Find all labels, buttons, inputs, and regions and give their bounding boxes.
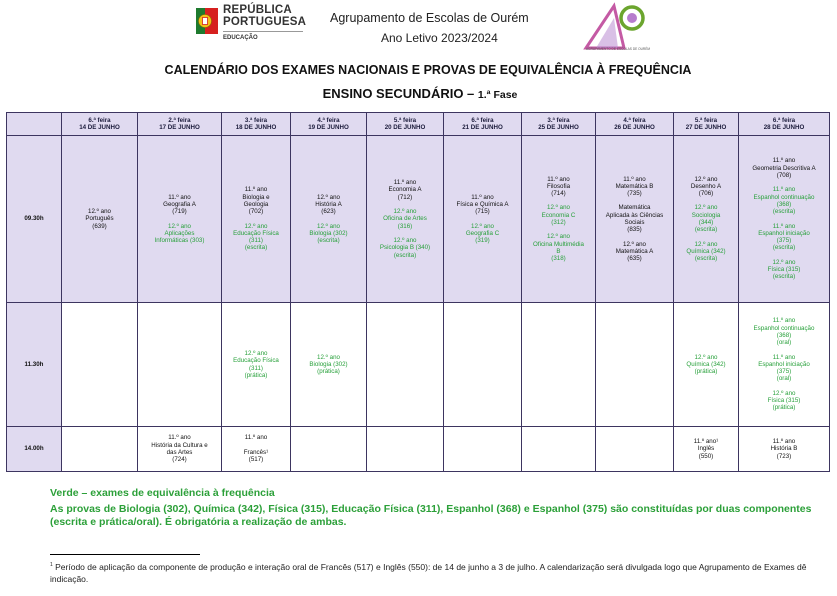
equivalence-exam-entry: 12.º ano Educação Física (311) (prática) [233, 349, 279, 379]
day-header [596, 113, 674, 136]
exam-cell [222, 427, 291, 472]
national-exam-entry: 11.º ano Filosofia (714) [546, 175, 571, 198]
equivalence-exam-entry: 12.º ano Psicologia B (340) (escrita) [379, 236, 431, 259]
exam-cell [522, 427, 596, 472]
day-weekday: 6.ª feira [88, 116, 111, 124]
entry-spacer [740, 252, 828, 259]
national-exam-entry: 11.º ano¹ Inglês (550) [693, 438, 719, 460]
day-date: 28 DE JUNHO [763, 124, 805, 131]
entry-spacer [368, 201, 442, 208]
day-weekday: 3.ª feira [244, 116, 268, 124]
time-row [7, 427, 830, 472]
national-exam-entry: 11.º ano Biologia e Geologia (702) [242, 186, 270, 216]
exam-cell [62, 303, 138, 427]
day-date: 21 DE JUNHO [462, 124, 503, 131]
day-header [367, 113, 444, 136]
equivalence-exam-entry: 12.º ano Química (342) (escrita) [686, 240, 726, 263]
republica-portuguesa-logo [196, 4, 308, 46]
day-date: 19 DE JUNHO [308, 124, 349, 131]
entry-spacer [597, 197, 672, 204]
equivalence-exam-entry: 12.º ano Oficina Multimédia B (318) [533, 233, 584, 263]
day-header [674, 113, 739, 136]
exam-cell [62, 427, 138, 472]
school-name: Agrupamento de Escolas de Ourém [330, 11, 529, 25]
national-exam-entry: 11.º ano Economia A (712) [388, 179, 422, 201]
national-exam-entry: Matemática Aplicada às Ciências Sociais (835) [605, 204, 664, 234]
exam-cell [291, 427, 367, 472]
portugal-coat-of-arms-icon [196, 6, 218, 36]
exam-cell [739, 136, 830, 303]
equivalence-exam-entry: 12.º ano Física (315) (prática) [767, 389, 801, 412]
entry-spacer [675, 234, 737, 241]
exam-cell [138, 303, 222, 427]
entry-spacer [740, 347, 828, 354]
exam-cell [291, 136, 367, 303]
day-weekday: 6.ª feira [772, 116, 796, 124]
equivalence-exam-entry: 12.º ano Física (315) (escrita) [767, 258, 801, 281]
exam-cell [367, 136, 444, 303]
day-weekday: 5.ª feira [694, 116, 718, 124]
exam-cell [291, 303, 367, 427]
exam-cell [522, 303, 596, 427]
day-header [138, 113, 222, 136]
equivalence-exam-entry: 12.º ano Oficina de Artes (316) [383, 208, 427, 230]
entry-spacer [368, 230, 442, 237]
day-date: 27 DE JUNHO [685, 124, 727, 131]
day-weekday: 2.ª feira [168, 116, 191, 124]
legend-title: Verde – exames de equivalência à frequência [50, 487, 275, 499]
day-weekday: 5.ª feira [393, 116, 417, 124]
day-weekday: 4.ª feira [623, 116, 646, 124]
day-date: 14 DE JUNHO [79, 124, 120, 131]
equivalence-exam-entry: 11.º ano Espanhol iniciação (375) (escrita) [758, 222, 810, 252]
equivalence-exam-entry: 11.º ano Espanhol continuação (368) (oral) [753, 317, 815, 347]
day-header [291, 113, 367, 136]
national-exam-entry: 12.º ano Matemática A (635) [615, 240, 654, 263]
national-exam-entry: 11.º ano História B (723) [770, 438, 798, 460]
exam-cell [739, 303, 830, 427]
national-exam-entry: 11.º ano Francês¹ (517) [243, 434, 269, 464]
day-date: 17 DE JUNHO [159, 124, 200, 131]
school-year: Ano Letivo 2023/2024 [381, 31, 498, 45]
day-header [444, 113, 522, 136]
day-date: 20 DE JUNHO [384, 124, 426, 131]
calendar-title: CALENDÁRIO DOS EXAMES NACIONAIS E PROVAS DE EQUIVALÊNCIA À FREQUÊNCIA [164, 63, 692, 77]
day-date: 26 DE JUNHO [614, 124, 655, 131]
national-exam-entry: 11.º ano Geografia A (719) [163, 193, 196, 216]
exam-cell [596, 303, 674, 427]
exam-cell [522, 136, 596, 303]
day-header [739, 113, 830, 136]
day-weekday: 4.ª feira [317, 116, 340, 124]
agrupamento-logo-caption: AGRUPAMENTO DE ESCOLAS DE OURÉM [586, 47, 650, 51]
exam-cell [739, 427, 830, 472]
exam-cell [222, 136, 291, 303]
entry-spacer [523, 197, 594, 204]
equivalence-exam-entry: 12.º ano Aplicações Informáticas (303) [154, 222, 205, 245]
day-weekday: 3.ª feira [547, 116, 570, 124]
footnote-text: Período de aplicação da componente de produção e interação oral de Francês (517) e Inglês (550): de 14 de junho a 3 de julho. A calendarização será divulgada logo que Agrupamento de Exames dê indicação. [50, 562, 807, 584]
time-row [7, 303, 830, 427]
exam-cell [674, 136, 739, 303]
footnote [50, 562, 810, 585]
entry-spacer [139, 216, 220, 223]
calendar-subtitle [0, 86, 837, 101]
portuguesa-text: PORTUGUESA [223, 16, 307, 28]
subtitle-phase: 1.ª Fase [477, 89, 518, 101]
header-row [7, 113, 830, 136]
equivalence-exam-entry: 11.º ano Espanhol continuação (368) (escrita) [753, 186, 815, 216]
day-header [222, 113, 291, 136]
national-exam-entry: 11.º ano História da Cultura e das Artes (724) [151, 434, 208, 464]
national-exam-entry: 12.º ano Desenho A (706) [690, 175, 722, 198]
exam-cell [138, 136, 222, 303]
entry-spacer [292, 216, 365, 223]
footnote-divider [50, 554, 200, 555]
republica-text: REPÚBLICA [223, 4, 292, 16]
equivalence-exam-entry: 12.º ano Sociologia (344) (escrita) [691, 204, 721, 234]
national-exam-entry: 12.º ano História A (623) [315, 193, 342, 216]
exam-cell [674, 303, 739, 427]
entry-spacer [223, 216, 289, 223]
exam-cell [367, 427, 444, 472]
exam-cell [367, 303, 444, 427]
exam-cell [222, 303, 291, 427]
exam-calendar-table [6, 112, 830, 472]
entry-spacer [675, 197, 737, 204]
exam-cell [444, 427, 522, 472]
logo-divider [223, 31, 303, 32]
equivalence-exam-entry: 12.º ano Química (342) (prática) [686, 353, 726, 376]
subtitle-level: ENSINO SECUNDÁRIO – [322, 86, 478, 101]
educacao-text: EDUCAÇÃO [223, 35, 258, 41]
exam-cell [62, 136, 138, 303]
time-slot: 09.30h [7, 136, 62, 303]
exam-cell [444, 136, 522, 303]
entry-spacer [445, 216, 520, 223]
legend-note: As provas de Biologia (302), Química (342), Física (315), Educação Física (311), Espanhol (368) e Espanhol (375) são constituídas por duas componentes (escrita e prática/oral). É obrigatória a realização de ambas. [50, 503, 812, 528]
national-exam-entry: 11.º ano Matemática B (735) [615, 175, 654, 198]
day-weekday: 6.ª feira [471, 116, 494, 124]
agrupamento-logo-icon [578, 0, 658, 52]
time-slot: 11.30h [7, 303, 62, 427]
equivalence-exam-entry: 12.º ano Economia C (312) [541, 204, 576, 226]
day-header [62, 113, 138, 136]
entry-spacer [523, 226, 594, 233]
exam-cell [674, 427, 739, 472]
equivalence-exam-entry: 12.º ano Biologia (302) (prática) [309, 353, 348, 376]
day-header [522, 113, 596, 136]
equivalence-exam-entry: 12.º ano Educação Física (311) (escrita) [233, 222, 279, 252]
equivalence-exam-entry: 12.º ano Geografia C (319) [465, 222, 500, 245]
exam-cell [138, 427, 222, 472]
page-header [0, 0, 837, 55]
exam-cell [444, 303, 522, 427]
entry-spacer [740, 216, 828, 223]
exam-cell [596, 427, 674, 472]
day-date: 18 DE JUNHO [235, 124, 277, 131]
time-slot: 14.00h [7, 427, 62, 472]
exam-cell [596, 136, 674, 303]
footnote-mark: 1 [50, 562, 53, 569]
time-row [7, 136, 830, 303]
national-exam-entry: 11.º ano Geometria Descritiva A (708) [752, 157, 816, 180]
equivalence-exam-entry: 11.º ano Espanhol iniciação (375) (oral) [758, 353, 810, 383]
entry-spacer [597, 234, 672, 241]
national-exam-entry: 11.º ano Física e Química A (715) [456, 193, 509, 216]
day-date: 25 DE JUNHO [538, 124, 579, 131]
entry-spacer [740, 179, 828, 186]
national-exam-entry: 12.º ano Português (639) [85, 208, 114, 230]
entry-spacer [740, 383, 828, 390]
equivalence-exam-entry: 12.º ano Biologia (302) (escrita) [309, 222, 348, 245]
corner-cell [7, 113, 62, 136]
